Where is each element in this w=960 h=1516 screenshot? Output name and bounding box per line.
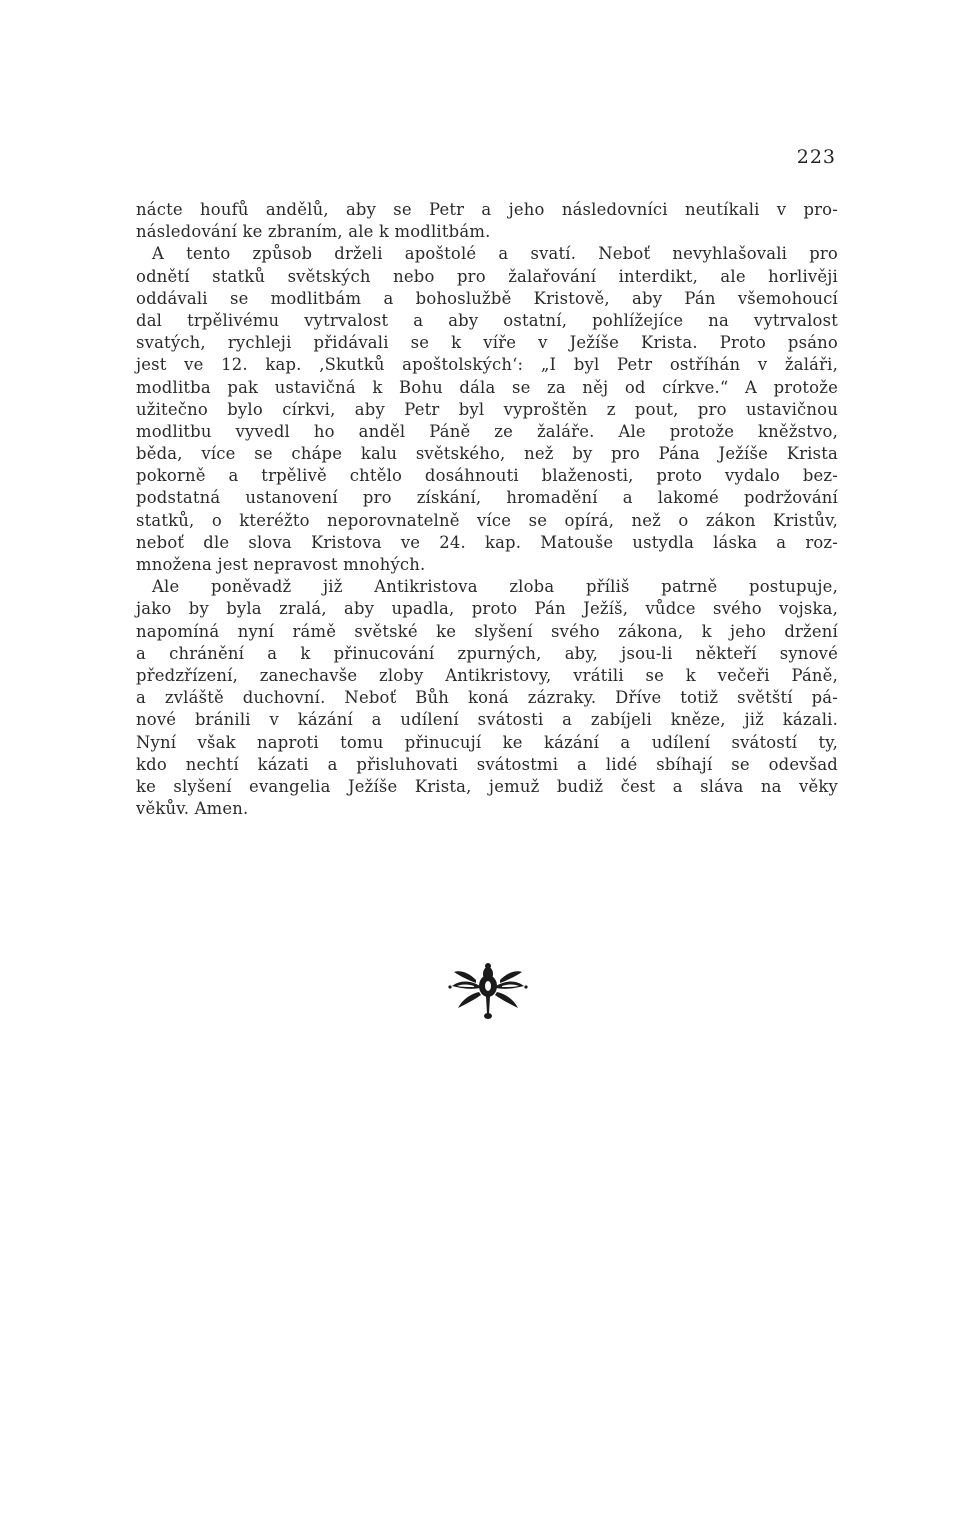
text-line: statků, o kteréžto neporovnatelně více se opírá, než o zákon Kristův, — [136, 510, 838, 530]
text-line: modlitbu vyvedl ho anděl Páně ze žaláře. Ale protože kněžstvo, — [136, 421, 838, 441]
text-line: nácte houfů andělů, aby se Petr a jeho následovníci neutíkali v pro- — [136, 200, 838, 219]
text-line: dal trpělivému vytrvalost a aby ostatní, pohlížejíce na vytrvalost — [136, 310, 838, 330]
text-line: Ale poněvadž již Antikristova zloba příliš patrně postupuje, — [152, 577, 838, 597]
text-line: a zvláště duchovní. Neboť Bůh koná zázraky. Dříve totiž světští pá- — [136, 688, 838, 708]
text-line: oddávali se modlitbám a bohoslužbě Kristově, aby Pán všemohoucí — [136, 288, 838, 308]
text-line: věkův. Amen. — [136, 799, 249, 819]
text-line: jest ve 12. kap. ‚Skutků apoštolských‘: „I byl Petr ostříhán v žaláři, — [136, 355, 838, 375]
text-line: kdo nechtí kázati a přisluhovati svátostmi a lidé sbíhají se odevšad — [136, 754, 838, 774]
text-line: neboť dle slova Kristova ve 24. kap. Matouše ustydla láska a roz- — [136, 532, 838, 552]
text-line: pokorně a trpělivě chtělo dosáhnouti blaženosti, proto vydalo bez- — [136, 466, 838, 486]
text-line: Nyní však naproti tomu přinucují ke kázání a udílení svátostí ty, — [136, 732, 838, 752]
text-line: nové bránili v kázání a udílení svátosti a zabíjeli kněze, již kázali. — [136, 710, 838, 730]
text-line: následování ke zbraním, ale k modlitbám. — [136, 222, 491, 242]
text-line: napomíná nyní rámě světské ke slyšení svého zákona, k jeho držení — [136, 621, 838, 641]
body-text — [136, 199, 838, 820]
text-line: ke slyšení evangelia Ježíše Krista, jemuž budiž čest a sláva na věky — [136, 776, 838, 796]
text-line: a chránění a k přinucování zpurných, aby, jsou-li někteří synové — [136, 643, 838, 663]
text-line: běda, více se chápe kalu světského, než by pro Pána Ježíše Krista — [136, 444, 838, 464]
text-line: odnětí statků světských nebo pro žalařování interdikt, ale horlivěji — [136, 266, 838, 286]
floral-fleuron-icon — [446, 960, 530, 1020]
text-line: jako by byla zralá, aby upadla, proto Pán Ježíš, vůdce svého vojska, — [136, 599, 838, 619]
text-line: A tento způsob drželi apoštolé a svatí. Neboť nevyhlašovali pro — [152, 244, 838, 264]
text-line: svatých, rychleji přidávali se k víře v Ježíše Krista. Proto psáno — [136, 333, 838, 353]
text-line: předzřízení, zanechavše zloby Antikristovy, vrátili se k večeři Páně, — [136, 665, 838, 685]
text-line: užitečno bylo církvi, aby Petr byl vyproštěn z pout, pro ustavičnou — [136, 399, 838, 419]
text-line: modlitba pak ustavičná k Bohu dála se za něj od církve.“ A protože — [136, 377, 838, 397]
page-number: 223 — [796, 146, 836, 168]
text-line: podstatná ustanovení pro získání, hromadění a lakomé podržování — [136, 488, 838, 508]
text-line: množena jest nepravost mnohých. — [136, 555, 426, 574]
